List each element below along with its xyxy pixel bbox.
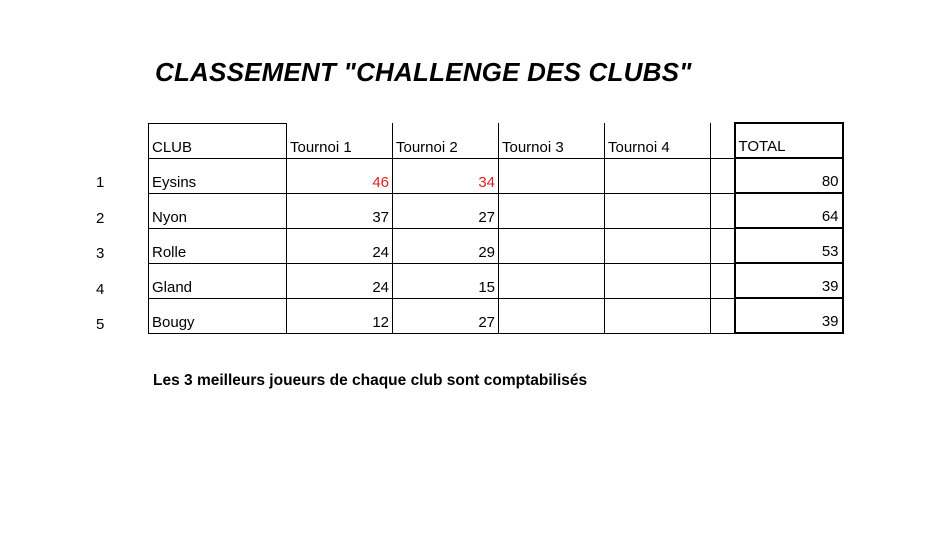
tournoi-1-score: 12: [287, 298, 393, 333]
club-name-cell: Bougy: [149, 298, 287, 333]
table-row: [149, 298, 843, 333]
blank-cell: [711, 228, 735, 263]
column-header-tournoi-1: Tournoi 1: [287, 123, 393, 158]
tournoi-2-score: 27: [393, 298, 499, 333]
club-name-cell: Nyon: [149, 193, 287, 228]
total-score: 39: [735, 298, 843, 333]
tournoi-1-score: 24: [287, 228, 393, 263]
tournoi-1-score: 37: [287, 193, 393, 228]
blank-cell: [711, 193, 735, 228]
column-header-blank: [711, 123, 735, 158]
tournoi-2-score: 15: [393, 263, 499, 298]
tournoi-3-score: [499, 298, 605, 333]
blank-cell: [711, 298, 735, 333]
footnote: Les 3 meilleurs joueurs de chaque club sont comptabilisés: [153, 372, 588, 389]
total-score: 80: [735, 158, 843, 193]
tournoi-3-score: [499, 228, 605, 263]
tournoi-4-score: [605, 263, 711, 298]
tournoi-4-score: [605, 158, 711, 193]
rank-number: 2: [96, 210, 105, 227]
rank-number: 3: [96, 245, 105, 262]
table-row: [149, 158, 843, 193]
table-row: [149, 228, 843, 263]
column-header-tournoi-3: Tournoi 3: [499, 123, 605, 158]
club-name-cell: Eysins: [149, 158, 287, 193]
page-title: CLASSEMENT "CHALLENGE DES CLUBS": [155, 57, 692, 87]
column-header-total: TOTAL: [735, 123, 843, 158]
club-name-cell: Gland: [149, 263, 287, 298]
blank-cell: [711, 263, 735, 298]
column-header-tournoi-2: Tournoi 2: [393, 123, 499, 158]
total-score: 64: [735, 193, 843, 228]
tournoi-3-score: [499, 193, 605, 228]
club-name-cell: Rolle: [149, 228, 287, 263]
tournoi-4-score: [605, 298, 711, 333]
tournoi-1-score: 46: [287, 158, 393, 193]
tournoi-2-score: 27: [393, 193, 499, 228]
tournoi-1-score: 24: [287, 263, 393, 298]
table-header-row: [149, 123, 843, 158]
total-score: 53: [735, 228, 843, 263]
column-header-tournoi-4: Tournoi 4: [605, 123, 711, 158]
rank-number: 1: [96, 174, 105, 191]
rank-number: 4: [96, 281, 105, 298]
tournoi-2-score: 34: [393, 158, 499, 193]
tournoi-4-score: [605, 228, 711, 263]
tournoi-3-score: [499, 158, 605, 193]
blank-cell: [711, 158, 735, 193]
column-header-club: CLUB: [149, 123, 287, 158]
table-row: [149, 193, 843, 228]
total-score: 39: [735, 263, 843, 298]
table-row: [149, 263, 843, 298]
standings-table: [148, 122, 844, 334]
rank-number: 5: [96, 316, 105, 333]
tournoi-2-score: 29: [393, 228, 499, 263]
tournoi-4-score: [605, 193, 711, 228]
tournoi-3-score: [499, 263, 605, 298]
